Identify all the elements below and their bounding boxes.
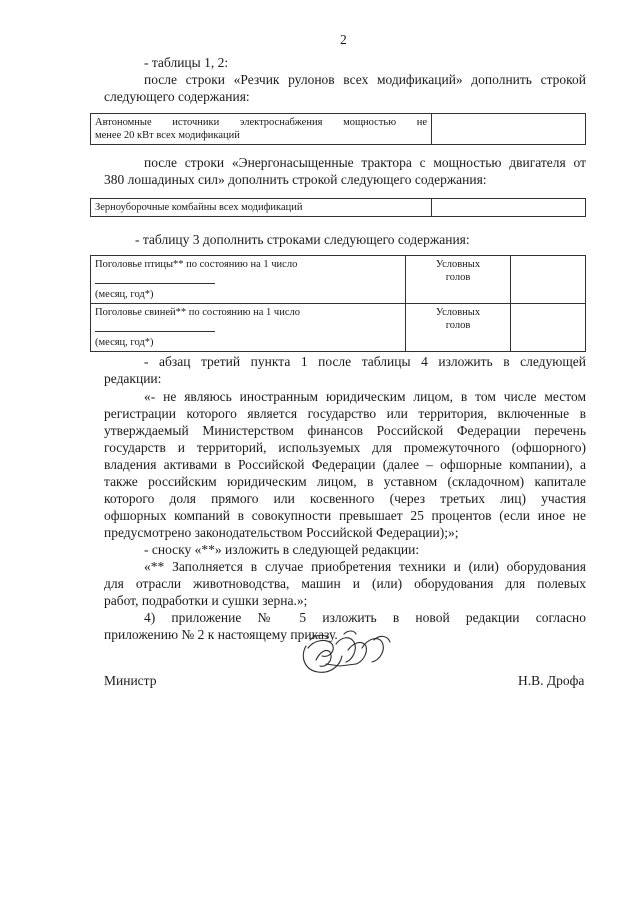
- table1-label-line2: менее 20 кВт всех модификаций: [95, 130, 240, 141]
- table3-row-sub: (месяц, год*): [95, 289, 154, 300]
- table3-unit-line1: Условных: [435, 259, 481, 270]
- signature-name: Н.В. Дрофа: [518, 673, 585, 688]
- table3: [90, 255, 586, 352]
- table3-unit-line2: голов: [445, 272, 471, 283]
- body-line: «- не являюсь иностранным юридическим лицом, в том числе местом: [144, 389, 586, 404]
- body-line: офшорных компаний в совокупности превышает 25 процентов (если иное не: [104, 508, 586, 523]
- table3-row-label: Поголовье птицы** по состоянию на 1 число: [95, 259, 298, 270]
- para1-line1: после строки «Резчик рулонов всех модификаций» дополнить строкой: [144, 72, 586, 87]
- table1-label-line1: Автономные источники электроснабжения мощностью не: [95, 117, 427, 128]
- table2-label-cell: Зерноуборочные комбайны всех модификаций: [91, 199, 432, 217]
- intro-tables-1-2: - таблицы 1, 2:: [144, 55, 229, 70]
- page-number: 2: [340, 32, 347, 47]
- table3-unit-line2: голов: [445, 320, 471, 331]
- table3-label-cell: [91, 256, 406, 304]
- handwritten-signature-icon: [296, 626, 396, 682]
- table3-unit-cell: [406, 256, 511, 304]
- body-line: которого доля прямого или косвенного (через третьих лиц) участия: [104, 491, 586, 506]
- table3-label-cell: [91, 304, 406, 352]
- table3-row: [91, 304, 586, 352]
- blank-underline: [95, 275, 215, 284]
- table2-empty-cell: [432, 199, 586, 217]
- body-line: работ, подработки и сушки зерна.»;: [104, 593, 308, 608]
- body-line: редакции:: [104, 371, 162, 386]
- body-line: государств и территорий, используемых для промежуточного (офшорного): [104, 440, 586, 455]
- body-line: для отрасли животноводства, машин и (или) оборудования для полевых: [104, 576, 586, 591]
- table1: [90, 113, 586, 145]
- table3-unit-line1: Условных: [435, 307, 481, 318]
- body-line: - абзац третий пункта 1 после таблицы 4 изложить в следующей: [144, 354, 586, 369]
- para1-line2: следующего содержания:: [104, 89, 250, 104]
- body-line: регистрации которого является государство или территория, включенные в: [104, 406, 586, 421]
- signature-position: Министр: [104, 673, 157, 688]
- para2-line1: после строки «Энергонасыщенные трактора с мощностью двигателя от: [144, 155, 586, 170]
- table3-row-sub: (месяц, год*): [95, 337, 154, 348]
- body-line: приложению № 2 к настоящему приказу.: [104, 627, 338, 642]
- table3-empty-cell: [511, 256, 586, 304]
- body-line: утверждаемый Министерством финансов Российской Федерации перечень: [104, 423, 586, 438]
- intro-table3: - таблицу 3 дополнить строками следующего содержания:: [135, 232, 470, 247]
- table3-empty-cell: [511, 304, 586, 352]
- body-line: владения активами в Российской Федерации (далее – офшорные компании), а: [104, 457, 586, 472]
- table1-empty-cell: [432, 114, 586, 145]
- para2-line2: 380 лошадиных сил» дополнить строкой следующего содержания:: [104, 172, 487, 187]
- body-line: - сноску «**» изложить в следующей редакции:: [144, 542, 420, 557]
- table3-row: [91, 256, 586, 304]
- body-line: предусмотрено законодательством Российской Федерации);»;: [104, 525, 459, 540]
- body-line: 4) приложение № 5 изложить в новой редакции согласно: [144, 610, 586, 625]
- table1-label-cell: [91, 114, 432, 145]
- table3-unit-cell: [406, 304, 511, 352]
- body-line: также российским юридическим лицом, в уставном (складочном) капитале: [104, 474, 586, 489]
- body-line: «** Заполняется в случае приобретения техники и (или) оборудования: [144, 559, 586, 574]
- table3-row-label: Поголовье свиней** по состоянию на 1 число: [95, 307, 300, 318]
- table2: [90, 198, 586, 217]
- blank-underline: [95, 323, 215, 332]
